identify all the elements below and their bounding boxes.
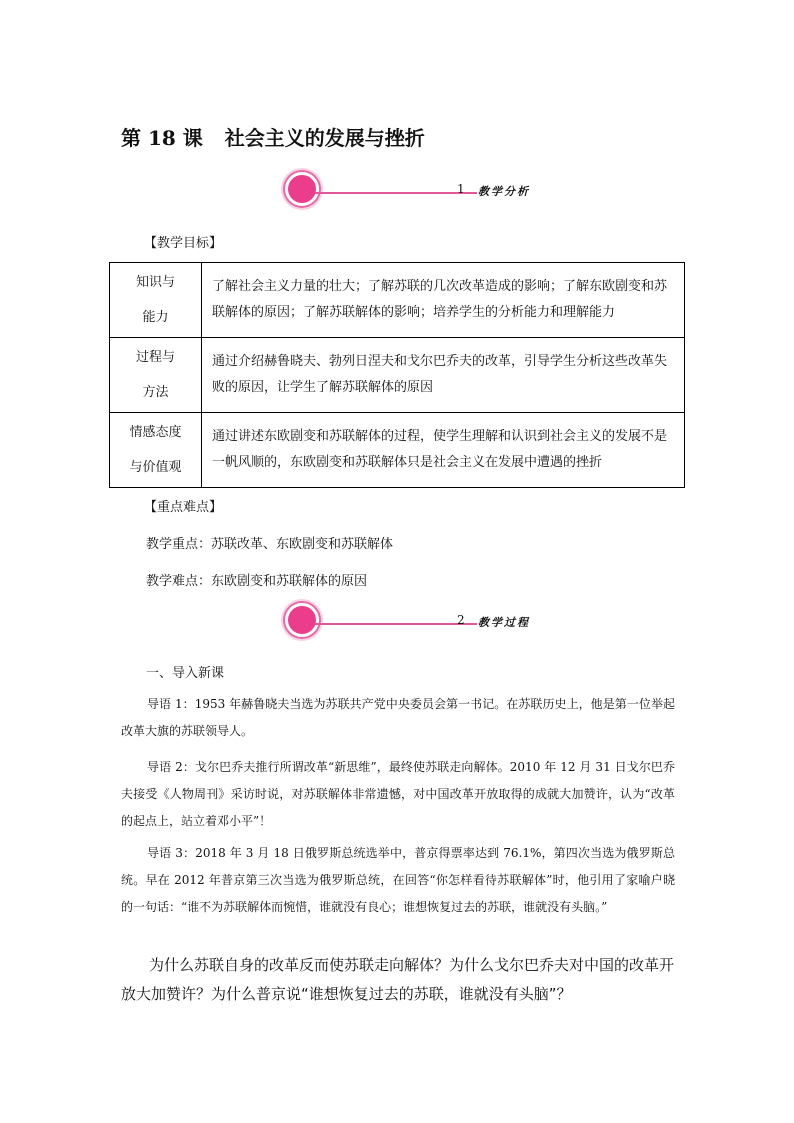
row-key: [110, 413, 202, 488]
intro-question: 为什么苏联自身的改革反而使苏联走向解体？为什么戈尔巴乔夫对中国的改革开放大加赞许？为什么普京说“谁想恢复过去的苏联，谁就没有头脑”？: [121, 956, 675, 1003]
row-key-line1: 知识与: [135, 275, 175, 290]
page-title: [121, 122, 425, 151]
lesson-topic: 社会主义的发展与挫折: [224, 126, 425, 150]
table-row: [110, 413, 685, 488]
banner-line: [315, 192, 477, 194]
banner-label: 教学分析: [478, 185, 530, 198]
row-value: 通过介绍赫鲁晓夫、勃列日涅夫和戈尔巴乔夫的改革，引导学生分析这些改革失败的原因，让学生了解苏联解体的原因: [202, 338, 685, 413]
lesson-number: 第 18 课: [121, 126, 203, 150]
intro-1: 导语 1：1953 年赫鲁晓夫当选为苏联共产党中央委员会第一书记。在苏联历史上，他是第一位举起改革大旗的苏联领导人。: [121, 697, 675, 738]
pink-circle-icon: [285, 172, 319, 206]
row-value: 通过讲述东欧剧变和苏联解体的过程，使学生理解和认识到社会主义的发展不是一帆风顺的，东欧剧变和苏联解体只是社会主义在发展中遭遇的挫折: [202, 413, 685, 488]
intro-3: 导语 3：2018 年 3 月 18 日俄罗斯总统选举中，普京得票率达到 76.1%，第四次当选为俄罗斯总统。早在 2012 年普京第三次当选为俄罗斯总统，在回答“你怎样看待苏联解体”时，他引用了家喻户晓的一句话：“谁不为苏联解体而惋惜，谁就没有良心；谁想恢复过去的苏联，谁就没有头脑。”: [121, 846, 675, 914]
teaching-focus: 教学重点：苏联改革、东欧剧变和苏联解体: [146, 537, 394, 552]
row-key: [110, 263, 202, 338]
process-heading: 一、导入新课: [146, 666, 225, 681]
key-points-heading: 【重点难点】: [144, 500, 223, 515]
banner-number: 1: [457, 182, 465, 196]
teaching-difficulty: 教学难点：东欧剧变和苏联解体的原因: [146, 574, 368, 589]
table-row: [110, 338, 685, 413]
table-row: [110, 263, 685, 338]
row-key-line1: 情感态度: [129, 425, 182, 440]
section-banner-process: [285, 603, 545, 637]
section-banner-analysis: [285, 172, 545, 206]
teaching-goals-table: [109, 262, 685, 488]
intro-2: 导语 2：戈尔巴乔夫推行所谓改革“新思维”，最终使苏联走向解体。2010 年 12 月 31 日戈尔巴乔夫接受《人物周刊》采访时说，对苏联解体非常遗憾，对中国改革开放取得的成就大加赞许，认为“改革的起点上，站立着邓小平”！: [121, 760, 675, 828]
banner-number: 2: [457, 613, 465, 627]
row-key-line2: 与价值观: [129, 460, 182, 475]
pink-circle-icon: [285, 603, 319, 637]
row-key-line2: 方法: [142, 385, 169, 400]
row-key-line2: 能力: [142, 310, 169, 325]
banner-line: [315, 623, 477, 625]
teaching-goals-heading: 【教学目标】: [144, 236, 223, 251]
row-key: [110, 338, 202, 413]
banner-label: 教学过程: [478, 616, 530, 629]
row-value: 了解社会主义力量的壮大；了解苏联的几次改革造成的影响；了解东欧剧变和苏联解体的原因；了解苏联解体的影响；培养学生的分析能力和理解能力: [202, 263, 685, 338]
row-key-line1: 过程与: [135, 350, 175, 365]
